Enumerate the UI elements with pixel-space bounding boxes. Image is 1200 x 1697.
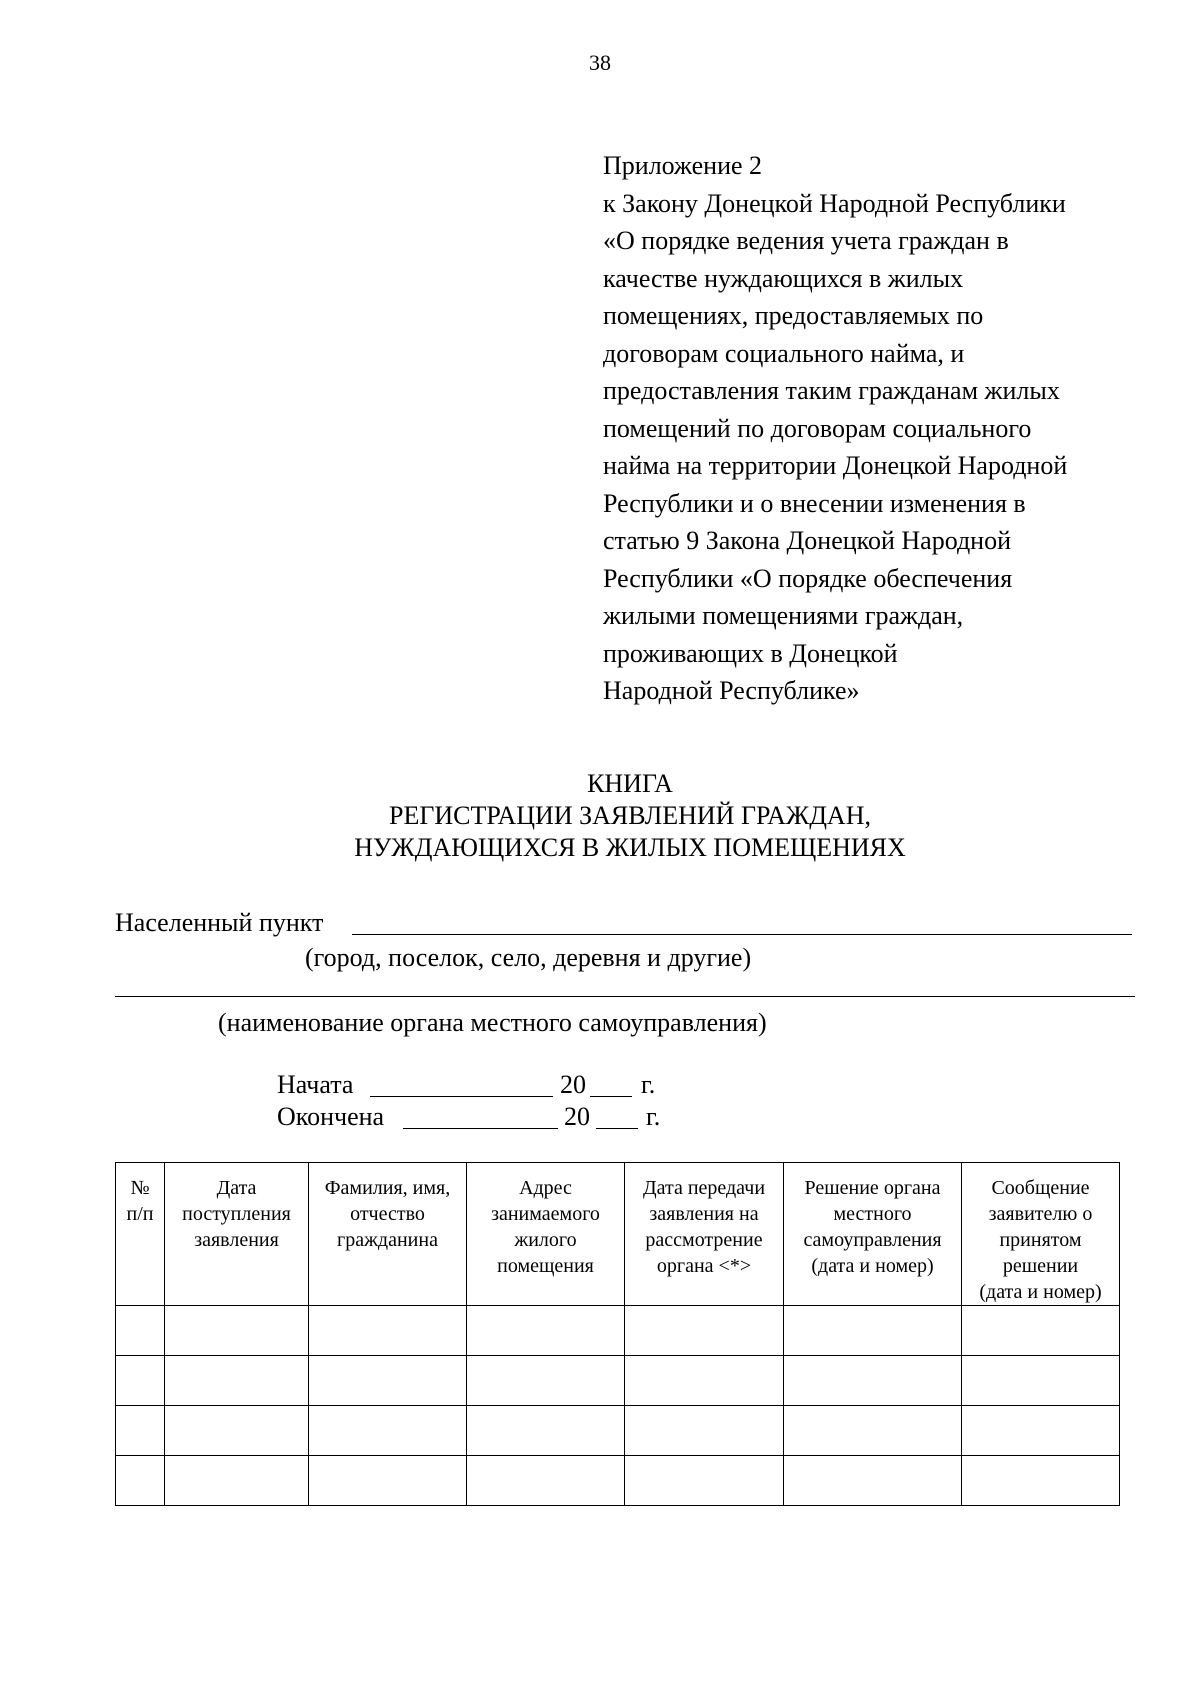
header-line: (дата и номер) [979, 1281, 1102, 1303]
appendix-line: качестве нуждающихся в жилых [603, 263, 964, 293]
header-line: Фамилия, имя, [324, 1177, 451, 1199]
header-line: принятом [999, 1229, 1082, 1251]
header-line: гражданина [337, 1229, 438, 1251]
appendix-line: статью 9 Закона Донецкой Народной [603, 526, 1012, 555]
appendix-line: «О порядке ведения учета граждан в [603, 226, 1009, 255]
table-cell[interactable] [309, 1406, 467, 1456]
table-cell[interactable] [467, 1356, 625, 1406]
table-cell[interactable] [309, 1306, 467, 1356]
header-line: местного [833, 1203, 912, 1225]
appendix-line: помещениях, предоставляемых по [603, 301, 984, 330]
header-line: решении [1002, 1255, 1079, 1277]
table-row [116, 1306, 1120, 1356]
header-line: помещения [497, 1255, 594, 1277]
appendix-line: Народной Республике» [603, 676, 860, 705]
appendix-line: помещений по договорам социального [603, 413, 1032, 443]
header-date-received [165, 1163, 309, 1306]
header-line: отчество [350, 1203, 425, 1225]
table-header-row [116, 1163, 1120, 1306]
header-line: заявления на [649, 1203, 759, 1225]
appendix-line: к Закону Донецкой Народной Республики [603, 188, 1066, 218]
table-cell[interactable] [165, 1306, 309, 1356]
table-row [116, 1356, 1120, 1406]
ended-year-suffix: г. [646, 1102, 661, 1131]
header-line: Адрес [519, 1177, 572, 1199]
header-line: рассмотрение [645, 1229, 763, 1251]
started-year-suffix: г. [641, 1070, 656, 1099]
header-line: занимаемого [491, 1203, 600, 1225]
table-cell[interactable] [625, 1456, 784, 1506]
header-line: заявления [194, 1229, 279, 1251]
table-cell[interactable] [784, 1306, 962, 1356]
started-year-blank[interactable] [590, 1066, 632, 1097]
table-cell[interactable] [309, 1356, 467, 1406]
table-cell[interactable] [962, 1356, 1120, 1406]
header-transfer-date [625, 1163, 784, 1306]
table-cell[interactable] [625, 1406, 784, 1456]
table-cell[interactable] [309, 1456, 467, 1506]
settlement-label: Населенный пункт [115, 908, 324, 937]
table-row [116, 1406, 1120, 1456]
title-line: РЕГИСТРАЦИИ ЗАЯВЛЕНИЙ ГРАЖДАН, [389, 801, 871, 830]
authority-hint: (наименование органа местного самоуправления) [218, 1008, 767, 1037]
registration-table [115, 1162, 1120, 1506]
header-address [467, 1163, 625, 1306]
table-cell[interactable] [962, 1406, 1120, 1456]
appendix-line: проживающих в Донецкой [603, 638, 898, 668]
appendix-line: договорам социального найма, и [603, 338, 965, 368]
header-line: п/п [126, 1203, 154, 1225]
table-cell[interactable] [116, 1456, 165, 1506]
page-number: 38 [589, 50, 611, 75]
table-cell[interactable] [116, 1306, 165, 1356]
title-line: КНИГА [587, 769, 673, 798]
document-title [0, 768, 1200, 864]
appendix-line: предоставления таким гражданам жилых [603, 376, 1060, 405]
title-line: НУЖДАЮЩИХСЯ В ЖИЛЫХ ПОМЕЩЕНИЯХ [354, 833, 906, 862]
header-line: Решение органа [804, 1177, 941, 1199]
table-row [116, 1456, 1120, 1506]
header-line: Дата передачи [642, 1177, 766, 1199]
table-cell[interactable] [962, 1456, 1120, 1506]
ended-label: Окончена [277, 1102, 385, 1131]
appendix-line: найма на территории Донецкой Народной [603, 451, 1068, 480]
header-line: жилого [514, 1229, 577, 1251]
table-cell[interactable] [165, 1406, 309, 1456]
header-line: органа <*> [656, 1255, 752, 1277]
table-cell[interactable] [784, 1356, 962, 1406]
header-authority-decision [784, 1163, 962, 1306]
table-cell[interactable] [165, 1456, 309, 1506]
started-date-blank[interactable] [370, 1066, 553, 1097]
table-cell[interactable] [625, 1306, 784, 1356]
header-line: поступления [182, 1203, 291, 1225]
settlement-hint: (город, поселок, село, деревня и другие) [305, 943, 752, 972]
table-cell[interactable] [625, 1356, 784, 1406]
appendix-line: Республики и о внесении изменения в [603, 488, 1026, 518]
table-cell[interactable] [467, 1456, 625, 1506]
authority-blank[interactable] [115, 966, 1135, 997]
appendix-block [603, 147, 1163, 710]
table-cell[interactable] [784, 1406, 962, 1456]
header-number [116, 1163, 165, 1306]
ended-year-prefix: 20 [564, 1102, 590, 1131]
header-line: Дата [216, 1177, 257, 1199]
ended-year-blank[interactable] [596, 1098, 638, 1129]
table-cell[interactable] [116, 1406, 165, 1456]
ended-date-blank[interactable] [403, 1098, 558, 1129]
table-cell[interactable] [467, 1306, 625, 1356]
started-year-prefix: 20 [560, 1070, 586, 1099]
header-line: (дата и номер) [811, 1255, 934, 1277]
table-cell[interactable] [467, 1406, 625, 1456]
header-line: заявителю о [988, 1203, 1093, 1225]
header-line: № [130, 1177, 150, 1199]
started-label: Начата [277, 1070, 354, 1099]
table-cell[interactable] [962, 1306, 1120, 1356]
appendix-line: жилыми помещениями граждан, [603, 601, 964, 630]
header-applicant-notice [962, 1163, 1120, 1306]
settlement-blank[interactable] [352, 904, 1132, 935]
appendix-line: Приложение 2 [603, 151, 763, 180]
table-cell[interactable] [116, 1356, 165, 1406]
header-line: самоуправления [803, 1229, 942, 1251]
table-cell[interactable] [784, 1456, 962, 1506]
header-full-name [309, 1163, 467, 1306]
header-line: Сообщение [991, 1177, 1090, 1199]
table-cell[interactable] [165, 1356, 309, 1406]
appendix-line: Республики «О порядке обеспечения [603, 563, 1013, 593]
